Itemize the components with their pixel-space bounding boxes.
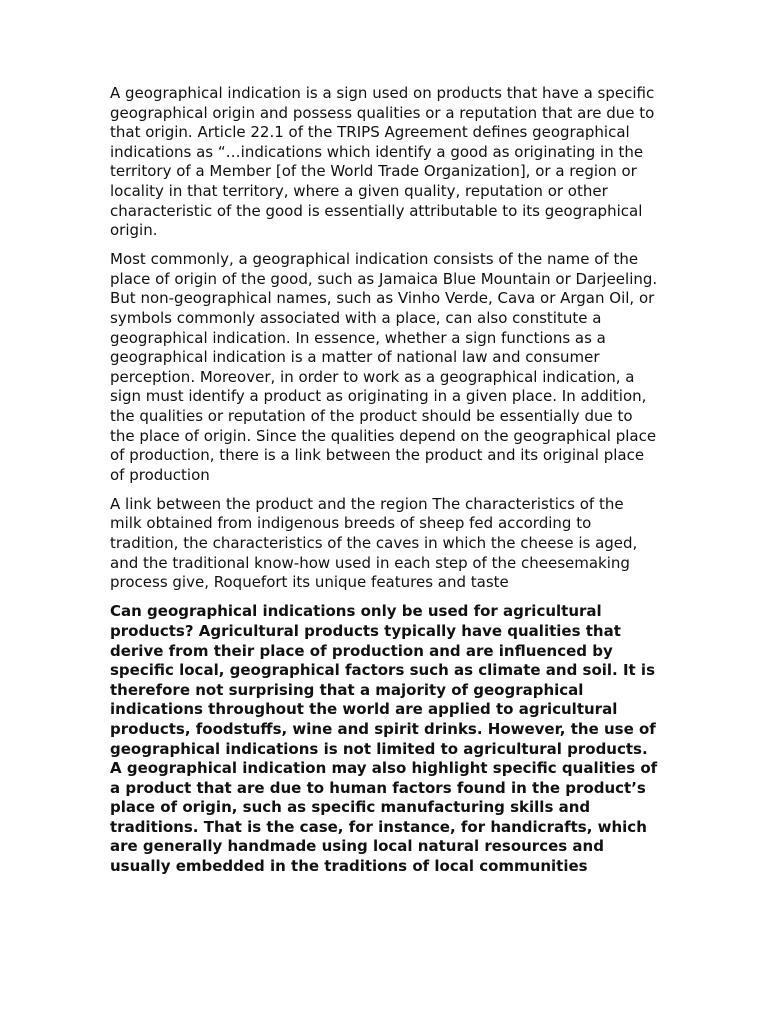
paragraph-definition: A geographical indication is a sign used on products that have a specific geographical origin and possess qualities or a reputation that are due to that origin. Article 22.1 of the TRIPS Agreement defines geographical indications as “…indications which identify a good as originating in the territory of a Member [of the World Trade Organization], or a region or locality in that territory, where a given quality, reputation or other characteristic of the good is essentially attributable to its geographical origin.: [110, 84, 655, 240]
document-page: [110, 84, 658, 886]
paragraph-common-forms: Most commonly, a geographical indication consists of the name of the place of origin of the good, such as Jamaica Blue Mountain or Darjeeling. But non-geographical names, such as Vinho Verde, Cava or Argan Oil, or symbols commonly associated with a place, can also constitute a geographical indication. In essence, whether a sign functions as a geographical indication is a matter of national law and consumer perception. Moreover, in order to work as a geographical indication, a sign must identify a product as originating in a given place. In addition, the qualities or reputation of the product should be essentially due to the place of origin. Since the qualities depend on the geographical place of production, there is a link between the product and its original place of production: [110, 250, 658, 484]
paragraph-agricultural-products: Can geographical indications only be used for agricultural products? Agricultural products typically have qualities that derive from their place of production and are influenced by specific local, geographical factors such as climate and soil. It is therefore not surprising that a majority of geographical indications throughout the world are applied to agricultural products, foodstuffs, wine and spirit drinks. However, the use of geographical indications is not limited to agricultural products. A geographical indication may also highlight specific qualities of a product that are due to human factors found in the product’s place of origin, such as specific manufacturing skills and traditions. That is the case, for instance, for handicrafts, which are generally handmade using local natural resources and usually embedded in the traditions of local communities: [110, 602, 658, 876]
paragraph-roquefort-link: A link between the product and the region The characteristics of the milk obtained from indigenous breeds of sheep fed according to tradition, the characteristics of the caves in which the cheese is aged, and the traditional know-how used in each step of the cheesemaking process give, Roquefort its unique features and taste: [110, 494, 638, 592]
